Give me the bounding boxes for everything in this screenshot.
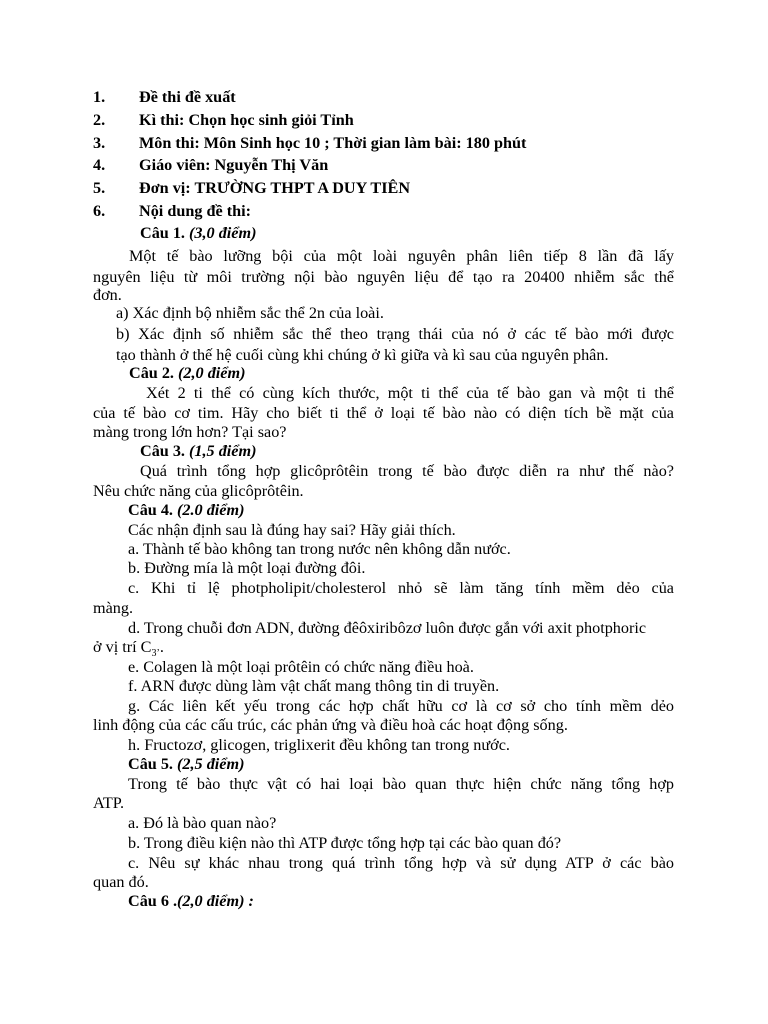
question-4-statement-g: g. Các liên kết yếu trong các hợp chất hữu cơ là cơ sở cho tính mềm dẻo	[128, 697, 674, 715]
question-4-statement-c: c. Khi tỉ lệ photpholipit/cholesterol nhỏ sẽ làm tăng tính mềm dẻo của	[128, 579, 674, 597]
question-1-line: tạo thành ở thế hệ cuối cùng khi chúng ở kì giữa và kì sau của nguyên phân.	[116, 346, 609, 364]
question-4-line: màng.	[93, 599, 134, 617]
question-2-line: của tế bào cơ tim. Hãy cho biết ti thể ở loại tế bào nào có diện tích bề mặt của	[93, 404, 674, 422]
question-5-line: ATP.	[93, 794, 125, 812]
question-2-line: Xét 2 ti thể có cùng kích thước, một ti thể của tế bào gan và một ti thể	[146, 384, 674, 402]
question-4-line: Các nhận định sau là đúng hay sai? Hãy giải thích.	[128, 521, 456, 539]
question-4-line: linh động của các cấu trúc, các phản ứng và điều hoà các hoạt động sống.	[93, 716, 568, 734]
question-4-statement-b: b. Đường mía là một loại đường đôi.	[128, 559, 366, 577]
question-4-line: ở vị trí $C_{3’}$.	[93, 638, 164, 660]
header-item-3: 3. Môn thi: Môn Sinh học 10 ; Thời gian làm bài: 180 phút	[93, 134, 527, 152]
question-1-line: đơn.	[93, 286, 122, 304]
question-4-statement-h: h. Fructozơ, glicogen, triglixerit đều không tan trong nước.	[128, 736, 510, 754]
question-1-line: Một tế bào lưỡng bội của một loài nguyên phân liên tiếp 8 lần đã lấy	[129, 247, 674, 265]
question-5-option-c: c. Nêu sự khác nhau trong quá trình tổng hợp và sử dụng ATP ở các bào	[128, 854, 674, 872]
question-6-heading: Câu 6 .(2,0 điểm) :	[128, 892, 254, 910]
question-4-statement-e: e. Colagen là một loại prôtêin có chức năng điều hoà.	[128, 658, 474, 676]
header-item-4: 4. Giáo viên: Nguyễn Thị Văn	[93, 156, 329, 174]
header-item-1: 1. Đề thi đề xuất	[93, 88, 236, 106]
question-4-statement-d: d. Trong chuỗi đơn ADN, đường đêôxiribôzơ luôn được gắn với axit photphoric	[128, 619, 647, 637]
question-5-line: quan đó.	[93, 873, 149, 891]
question-4-statement-a: a. Thành tế bào không tan trong nước nên không dẫn nước.	[128, 540, 511, 558]
question-1-heading: Câu 1. (3,0 điểm)	[140, 224, 257, 242]
question-1-option-b: b) Xác định số nhiễm sắc thể theo trạng thái của nó ở các tế bào mới được	[116, 325, 674, 343]
question-3-line: Nêu chức năng của glicôprôtêin.	[93, 482, 304, 500]
header-item-6: 6. Nội dung đề thi:	[93, 202, 251, 220]
question-5-option-b: b. Trong điều kiện nào thì ATP được tổng hợp tại các bào quan đó?	[128, 834, 562, 852]
question-5-line: Trong tế bào thực vật có hai loại bào quan thực hiện chức năng tổng hợp	[128, 775, 674, 793]
question-4-statement-f: f. ARN được dùng làm vật chất mang thông tin di truyền.	[128, 677, 500, 695]
question-3-line: Quá trình tổng hợp glicôprôtêin trong tế bào được diễn ra như thế nào?	[140, 462, 674, 480]
header-item-2: 2. Kì thi: Chọn học sinh giỏi Tỉnh	[93, 111, 354, 129]
header-item-5: 5. Đơn vị: TRƯỜNG THPT A DUY TIÊN	[93, 179, 411, 197]
question-2-line: màng trong lớn hơn? Tại sao?	[93, 423, 287, 441]
question-1-line: nguyên liệu từ môi trường nội bào nguyên liệu để tạo ra 20400 nhiễm sắc thể	[93, 268, 674, 286]
question-2-heading: Câu 2. (2,0 điểm)	[129, 364, 246, 382]
question-5-option-a: a. Đó là bào quan nào?	[128, 814, 277, 832]
question-4-heading: Câu 4. (2.0 điểm)	[128, 501, 245, 519]
question-1-option-a: a) Xác định bộ nhiễm sắc thể 2n của loài.	[116, 304, 384, 322]
question-3-heading: Câu 3. (1,5 điểm)	[140, 442, 257, 460]
question-5-heading: Câu 5. (2,5 điểm)	[128, 755, 245, 773]
